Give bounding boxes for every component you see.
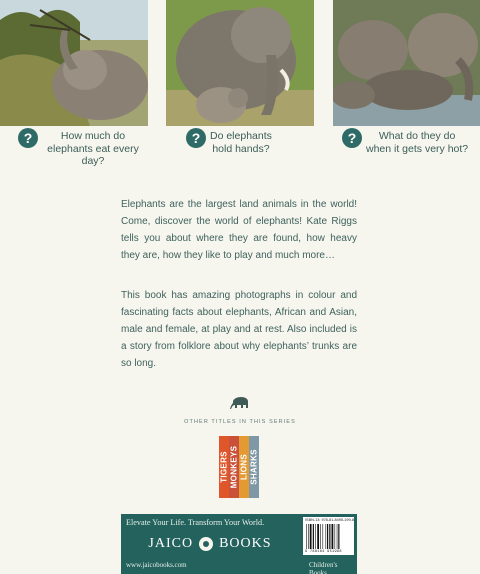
blurb-paragraph-1: Elephants are the largest land animals in the world! Come, discover the world of elephants! Kate Riggs tells you about where they are found, how heavy they are, how they like to play and much more… [121,199,357,261]
barcode-bar [337,524,338,549]
series-book-spines [219,436,259,498]
publisher-panel [121,514,357,574]
barcode-bar [306,524,307,549]
question-text: What do they do when it gets very hot? [366,130,469,155]
question-mark-icon: ? [342,128,362,148]
barcode-bar [320,524,321,549]
publisher-seal-icon [199,537,213,551]
barcode-bar [335,524,336,549]
isbn-text: ISBN-13: 978-81-8495-199-8 [305,518,354,522]
barcode-bar [329,524,330,549]
book-title: TIGERS [219,451,229,483]
publisher-name-right: BOOKS [219,536,272,551]
series-heading: OTHER TITLES IN THIS SERIES [184,419,296,425]
barcode-bar [338,524,339,549]
photo-elephants-bathing [333,0,480,126]
barcode-icon [306,524,351,549]
book-title: SHARKS [249,449,259,485]
photo-elephants-holding-trunks [166,0,314,126]
book-spine-lions [239,436,249,498]
question-text: Do elephants hold hands? [210,130,272,155]
blurb-paragraph-2: This book has amazing photographs in colour and fascinating facts about elephants, African and Asian, male and female, at play and at rest. Also included is a story from folklore about why elephants’ trunks are so long. [121,290,357,369]
book-title: LIONS [239,454,249,480]
question-1 [18,126,144,166]
book-title: MONKEYS [229,445,239,489]
barcode-bar [310,524,312,549]
barcode-bar [317,524,319,549]
barcode-bar [323,524,324,549]
question-mark-icon: ? [18,128,38,148]
photo-elephant-eating [0,0,148,126]
barcode-bar [313,524,314,549]
barcode-bar [308,524,309,549]
book-category: Children's Books [309,561,338,574]
publisher-name [121,536,299,552]
question-text: How much do elephants eat every day? [47,130,139,167]
book-spine-tigers [219,436,229,498]
question-2 [186,126,296,166]
question-3 [342,126,476,166]
book-spine-monkeys [229,436,239,498]
barcode-bar [315,524,316,549]
barcode-bar [326,524,327,549]
question-mark-icon: ? [186,128,206,148]
publisher-name-left: JAICO [148,536,194,551]
publisher-website: www.jaicobooks.com [126,561,187,569]
book-spine-sharks [249,436,259,498]
publisher-tagline: Elevate Your Life. Transform Your World. [126,518,265,527]
elephant-icon [229,396,251,410]
barcode-digits: 9 788184 951998 [305,550,342,554]
barcode-bar [327,524,328,549]
barcode [303,517,354,555]
barcode-bar [332,524,334,549]
